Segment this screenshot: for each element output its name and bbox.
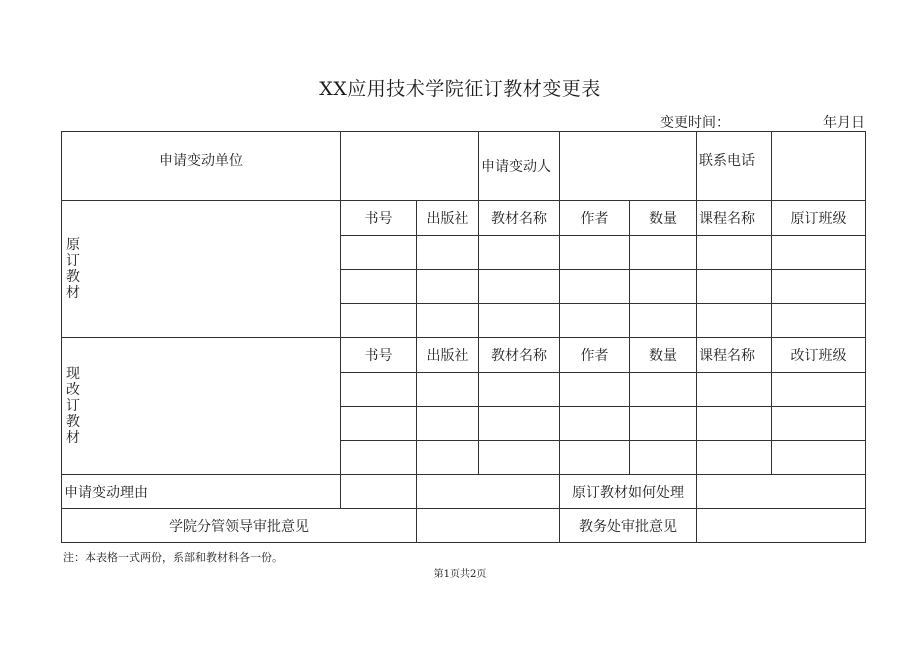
revised-header-cell: 出版社: [417, 338, 479, 373]
original-header-cell: 书号: [341, 201, 417, 236]
original-header-cell: 数量: [630, 201, 697, 236]
applicant-value-cell[interactable]: [560, 132, 697, 201]
revised-header-cell: 作者: [560, 338, 630, 373]
entry-cell[interactable]: [630, 373, 697, 407]
handling-label-cell: 原订教材如何处理: [560, 475, 697, 509]
entry-cell[interactable]: [772, 270, 866, 304]
entry-cell[interactable]: [417, 304, 479, 338]
entry-cell[interactable]: [697, 236, 772, 270]
entry-cell[interactable]: [341, 407, 417, 441]
entry-cell[interactable]: [630, 236, 697, 270]
entry-cell[interactable]: [630, 441, 697, 475]
phone-value-cell[interactable]: [772, 132, 866, 201]
entry-cell[interactable]: [560, 270, 630, 304]
office-approval-value-cell[interactable]: [697, 509, 866, 543]
entry-cell[interactable]: [560, 304, 630, 338]
revised-header-cell: 改订班级: [772, 338, 866, 373]
original-header-cell: 教材名称: [479, 201, 560, 236]
unit-value-cell[interactable]: [341, 132, 479, 201]
college-approval-label-cell: 学院分管领导审批意见: [62, 509, 417, 543]
entry-cell[interactable]: [341, 373, 417, 407]
entry-cell[interactable]: [772, 236, 866, 270]
entry-cell[interactable]: [697, 304, 772, 338]
reason-value-cell[interactable]: [417, 475, 560, 509]
entry-cell[interactable]: [479, 373, 560, 407]
entry-cell[interactable]: [341, 441, 417, 475]
entry-cell[interactable]: [772, 407, 866, 441]
footnote: 注：本表格一式两份，系部和教材科各一份。: [63, 551, 283, 564]
entry-cell[interactable]: [772, 304, 866, 338]
applicant-label-cell: 申请变动人: [479, 132, 560, 201]
change-form-table: [61, 131, 866, 543]
original-header-cell: 原订班级: [772, 201, 866, 236]
entry-cell[interactable]: [630, 304, 697, 338]
entry-cell[interactable]: [417, 236, 479, 270]
entry-cell[interactable]: [560, 236, 630, 270]
phone-label-cell: 联系电话: [697, 132, 772, 201]
unit-label-cell: 申请变动单位: [62, 132, 341, 201]
entry-cell[interactable]: [697, 407, 772, 441]
page-number: 第1页共2页: [433, 569, 487, 580]
revised-section-label: 现改订教材: [62, 338, 341, 475]
revised-header-cell: 书号: [341, 338, 417, 373]
entry-cell[interactable]: [772, 373, 866, 407]
original-header-cell: 出版社: [417, 201, 479, 236]
entry-cell[interactable]: [479, 236, 560, 270]
entry-cell[interactable]: [560, 407, 630, 441]
entry-cell[interactable]: [417, 373, 479, 407]
approval-row: [62, 509, 866, 543]
entry-cell[interactable]: [479, 441, 560, 475]
change-time-date: 年月日: [823, 115, 865, 131]
original-header-cell: 作者: [560, 201, 630, 236]
office-approval-label-cell: 教务处审批意见: [560, 509, 697, 543]
reason-label-cell: 申请变动理由: [62, 475, 341, 509]
entry-cell[interactable]: [697, 441, 772, 475]
revised-header-cell: 教材名称: [479, 338, 560, 373]
entry-cell[interactable]: [697, 270, 772, 304]
college-approval-value-cell[interactable]: [417, 509, 560, 543]
entry-cell[interactable]: [417, 407, 479, 441]
entry-cell[interactable]: [560, 441, 630, 475]
handling-value-cell[interactable]: [697, 475, 866, 509]
revised-header-row: [62, 338, 866, 373]
revised-header-cell: 数量: [630, 338, 697, 373]
change-time-line: [660, 112, 865, 132]
entry-cell[interactable]: [630, 270, 697, 304]
entry-cell[interactable]: [341, 236, 417, 270]
entry-cell[interactable]: [560, 373, 630, 407]
revised-header-cell: 课程名称: [697, 338, 772, 373]
entry-cell[interactable]: [697, 373, 772, 407]
entry-cell[interactable]: [479, 407, 560, 441]
entry-cell[interactable]: [341, 270, 417, 304]
entry-cell[interactable]: [630, 407, 697, 441]
entry-cell[interactable]: [417, 270, 479, 304]
entry-cell[interactable]: [417, 441, 479, 475]
entry-cell[interactable]: [479, 304, 560, 338]
change-time-label: 变更时间：: [660, 115, 730, 131]
original-header-cell: 课程名称: [697, 201, 772, 236]
original-section-label: 原订教材: [62, 201, 341, 338]
entry-cell[interactable]: [772, 441, 866, 475]
form-title: XX应用技术学院征订教材变更表: [319, 78, 601, 100]
entry-cell[interactable]: [479, 270, 560, 304]
reason-value-cell[interactable]: [341, 475, 417, 509]
entry-cell[interactable]: [341, 304, 417, 338]
original-header-row: [62, 201, 866, 236]
reason-row: [62, 475, 866, 509]
